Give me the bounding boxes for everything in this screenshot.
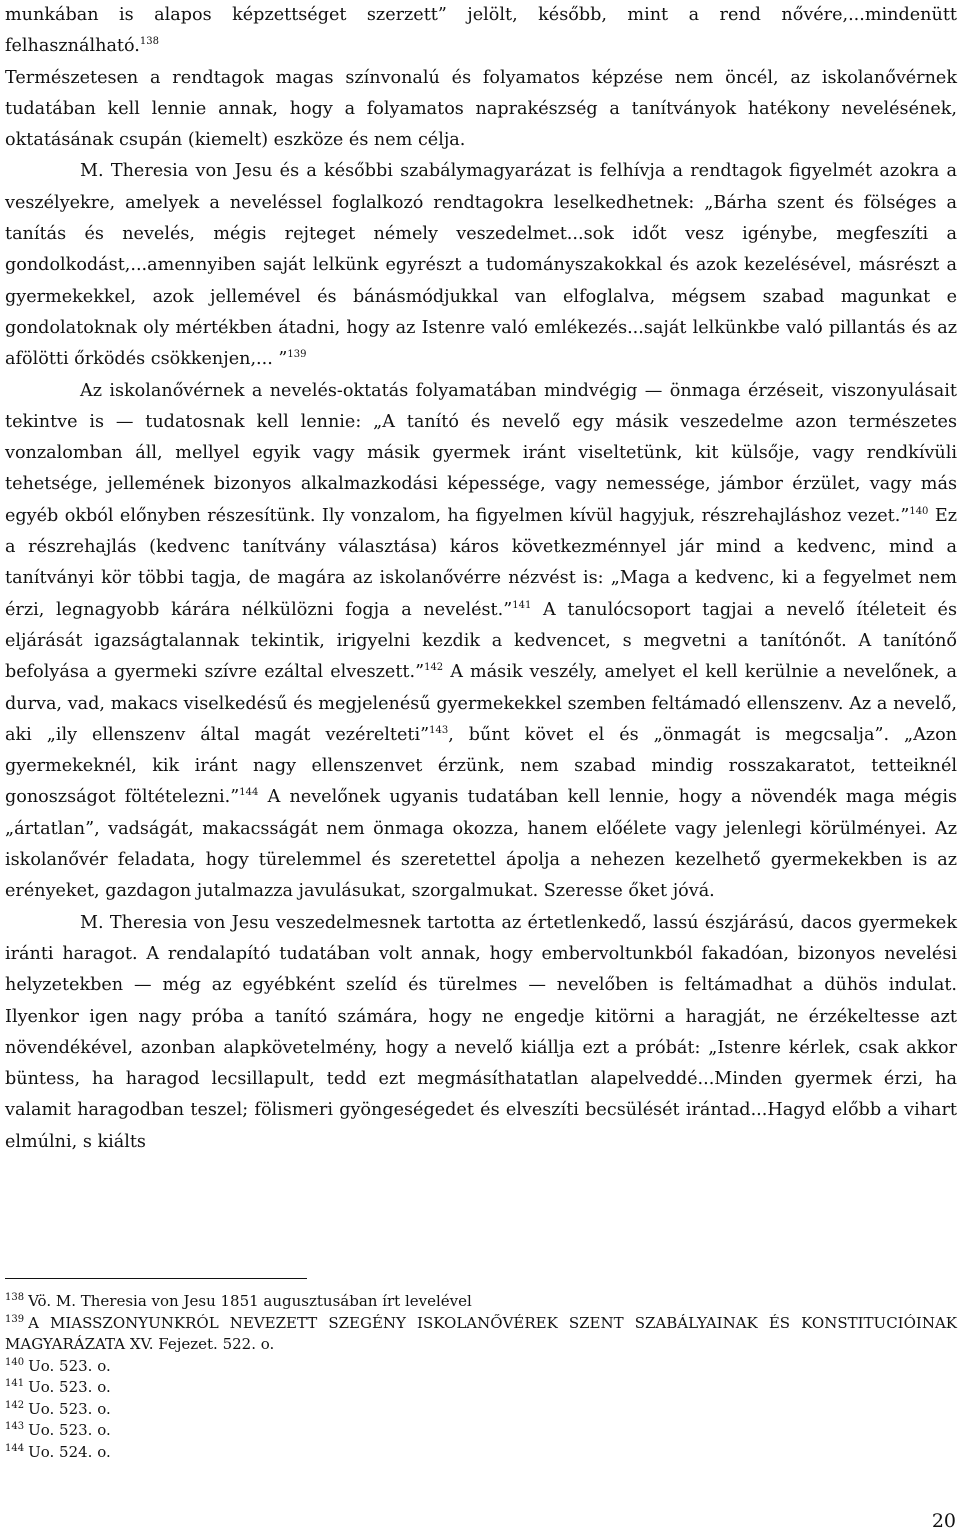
paragraph-text: A nevelőnek ugyanis tudatában kell lennie, hogy a növendék maga mégis „ártatlan”, vadságát, makacsságát nem önmaga okozza, hanem előélete vagy jelenlegi körülményei. Az iskolanővér feladata, hogy türelemmel és szeretettel ápolja a nehezen kezelhető gyermekekben is az erényeket, gazdagon jutalmazza javulásukat, szorgalmukat. Szeresse őket jóvá. <box>5 787 957 902</box>
footnote-141 <box>5 1377 957 1399</box>
paragraph-text: munkában is alapos képzettséget szerzett” jelölt, később, mint a rend nővére,...mindenütt felhasználható. <box>5 5 957 57</box>
footnote-number: 138 <box>5 1292 25 1303</box>
footnotes <box>5 1291 957 1463</box>
footnote-number: 140 <box>5 1356 25 1368</box>
footnote-144 <box>5 1442 957 1464</box>
footnote-number: 142 <box>5 1399 25 1411</box>
paragraph-2 <box>5 63 957 157</box>
footnote-142 <box>5 1399 957 1421</box>
footnote-140 <box>5 1356 957 1378</box>
footnote-ref-141: 141 <box>512 599 532 611</box>
footnote-ref-142: 142 <box>424 662 444 674</box>
paragraph-1 <box>5 0 957 63</box>
main-text <box>5 0 957 1158</box>
footnote-separator <box>5 1278 307 1279</box>
footnote-number: 139 <box>5 1313 25 1325</box>
paragraph-3 <box>5 156 957 375</box>
footnote-text: Uo. 523. o. <box>28 1421 111 1439</box>
footnote-text: Uo. 523. o. <box>28 1399 111 1418</box>
paragraph-text: Az iskolanővérnek a nevelés-oktatás folyamatában mindvégig — önmaga érzéseit, viszonyulásait tekintve is — tudatosnak kell lennie: „A tanító és nevelő egy másik veszedelme azon természetes vonzalomban áll, mellyel egyik vagy másik gyermek iránt viseltetünk, kit külsője, vagy rendkívüli tehetsége, jellemének bizonyos alkalmazkodási képessége, vagy nemessége, jámbor érzület, vagy más egyéb okból előnyben részesítünk. Ily vonzalom, ha figyelmen kívül hagyjuk, részrehajláshoz vezet.” <box>5 380 957 526</box>
footnote-number: 144 <box>5 1442 25 1454</box>
paragraph-text: M. Theresia von Jesu veszedelmesnek tartotta az értetlenkedő, lassú észjárású, dacos gyermekek iránti haragot. A rendalapító tudatában volt annak, hogy embervoltunkból fakadóan, bizonyos nevelési helyzetekben — még az egyébként szelíd és türelmes — nevelőben is feltámadhat a dühös indulat. Ilyenkor igen nagy próba a tanító számára, hogy ne engedje kitörni a haragját, ne érzékeltesse azt növendékével, azonban alapkövetelmény, hogy a nevelő kiállja ezt a próbát: „Istenre kérlek, csak akkor büntess, ha haragod lecsillapult, tedd ezt megmásíthatatlan alapelveddé...Minden gyermek érzi, ha valamit haragodban teszel; fölismeri gyöngeségedet és elveszíti becsülését irántad...Hagyd előbb a vihart elmúlni, s kiálts <box>5 912 957 1152</box>
footnote-143 <box>5 1420 957 1442</box>
footnote-138 <box>5 1291 957 1313</box>
paragraph-text: , bűnt követ el és „önmagát is megcsalja”. „Azon gyermekeknél, kik iránt nagy ellenszenvet érzünk, nem szabad mindig rosszakaratot, tetteiknél gonoszságot föltételezni.” <box>5 724 958 808</box>
paragraph-text: M. Theresia von Jesu és a későbbi szabálymagyarázat is felhívja a rendtagok figyelmét azokra a veszélyekre, amelyek a neveléssel foglalkozó rendtagokra leselkedhetnek: „Bárha szent és fölséges a tanítás és nevelés, mégis rejteget némely veszedelmet...sok időt vesz igénybe, megfeszíti a gondolkodást,...amennyiben saját lelkünk egyrészt a tudományszakokkal és azok kezelésével, másrészt a gyermekekkel, azok jellemével és bánásmódjukkal van elfoglalva, mégsem szabad magunkat e gondolatoknak oly mértékben átadni, hogy az Istenre való emlékezés...saját lelkünkbe való pillantás és az afölötti őrködés csökkenjen,... ” <box>5 161 957 370</box>
footnote-ref-143: 143 <box>429 724 449 736</box>
footnote-ref-140: 140 <box>909 505 929 517</box>
footnote-number: 143 <box>5 1421 25 1432</box>
page-body <box>5 0 957 1158</box>
paragraph-text: A másik veszély, amelyet el kell kerülnie a nevelőnek, a durva, vad, makacs viselkedésű és megjelenésű gyermekekkel szemben feltámadó ellenszenv. Az a nevelő, aki „ily ellenszenv által magát vezérelteti” <box>5 662 957 745</box>
paragraph-text: A tanulócsoport tagjai a nevelő ítéleteit és eljárását igazságtalannak tekintik, irigyelni kezdik a kedvencet, s megvetni a tanítónőt. A tanítónő befolyása a gyermeki szívre ezáltal elveszett.” <box>5 599 957 683</box>
footnote-ref-138: 138 <box>139 36 159 48</box>
footnote-text: Uo. 523. o. <box>28 1378 111 1396</box>
paragraph-5 <box>5 908 957 1158</box>
footnote-number: 141 <box>5 1378 25 1389</box>
footnote-text: Uo. 524. o. <box>28 1442 111 1461</box>
paragraph-4 <box>5 376 957 908</box>
paragraph-text: Ez a részrehajlás (kedvenc tanítvány választása) káros következménnyel jár mind a kedvenc, mind a tanítványi kör többi tagja, de magára az iskolanővérre nézvést is: „Maga a kedvenc, ki a fegyelmet nem érzi, legnagyobb kárára nélkülözni fogja a nevelést.” <box>5 505 957 620</box>
footnote-ref-139: 139 <box>287 349 307 361</box>
footnote-139 <box>5 1313 957 1356</box>
footnote-text: A MIASSZONYUNKRÓL NEVEZETT SZEGÉNY ISKOLANŐVÉREK SZENT SZABÁLYAINAK ÉS KONSTITUCIÓINAK MAGYARÁZATA XV. Fejezet. 522. o. <box>5 1313 957 1353</box>
paragraph-text: Természetesen a rendtagok magas színvonalú és folyamatos képzése nem öncél, az iskolanővérnek tudatában kell lennie annak, hogy a folyamatos naprakészség a tanítványok hatékony nevelésének, oktatásának csupán (kiemelt) eszköze és nem célja. <box>5 67 957 151</box>
footnote-text: Vö. M. Theresia von Jesu 1851 augusztusában írt levelével <box>28 1292 472 1310</box>
page-number: 20 <box>931 1510 956 1532</box>
footnote-text: Uo. 523. o. <box>28 1356 111 1375</box>
footnote-ref-144: 144 <box>239 787 259 799</box>
